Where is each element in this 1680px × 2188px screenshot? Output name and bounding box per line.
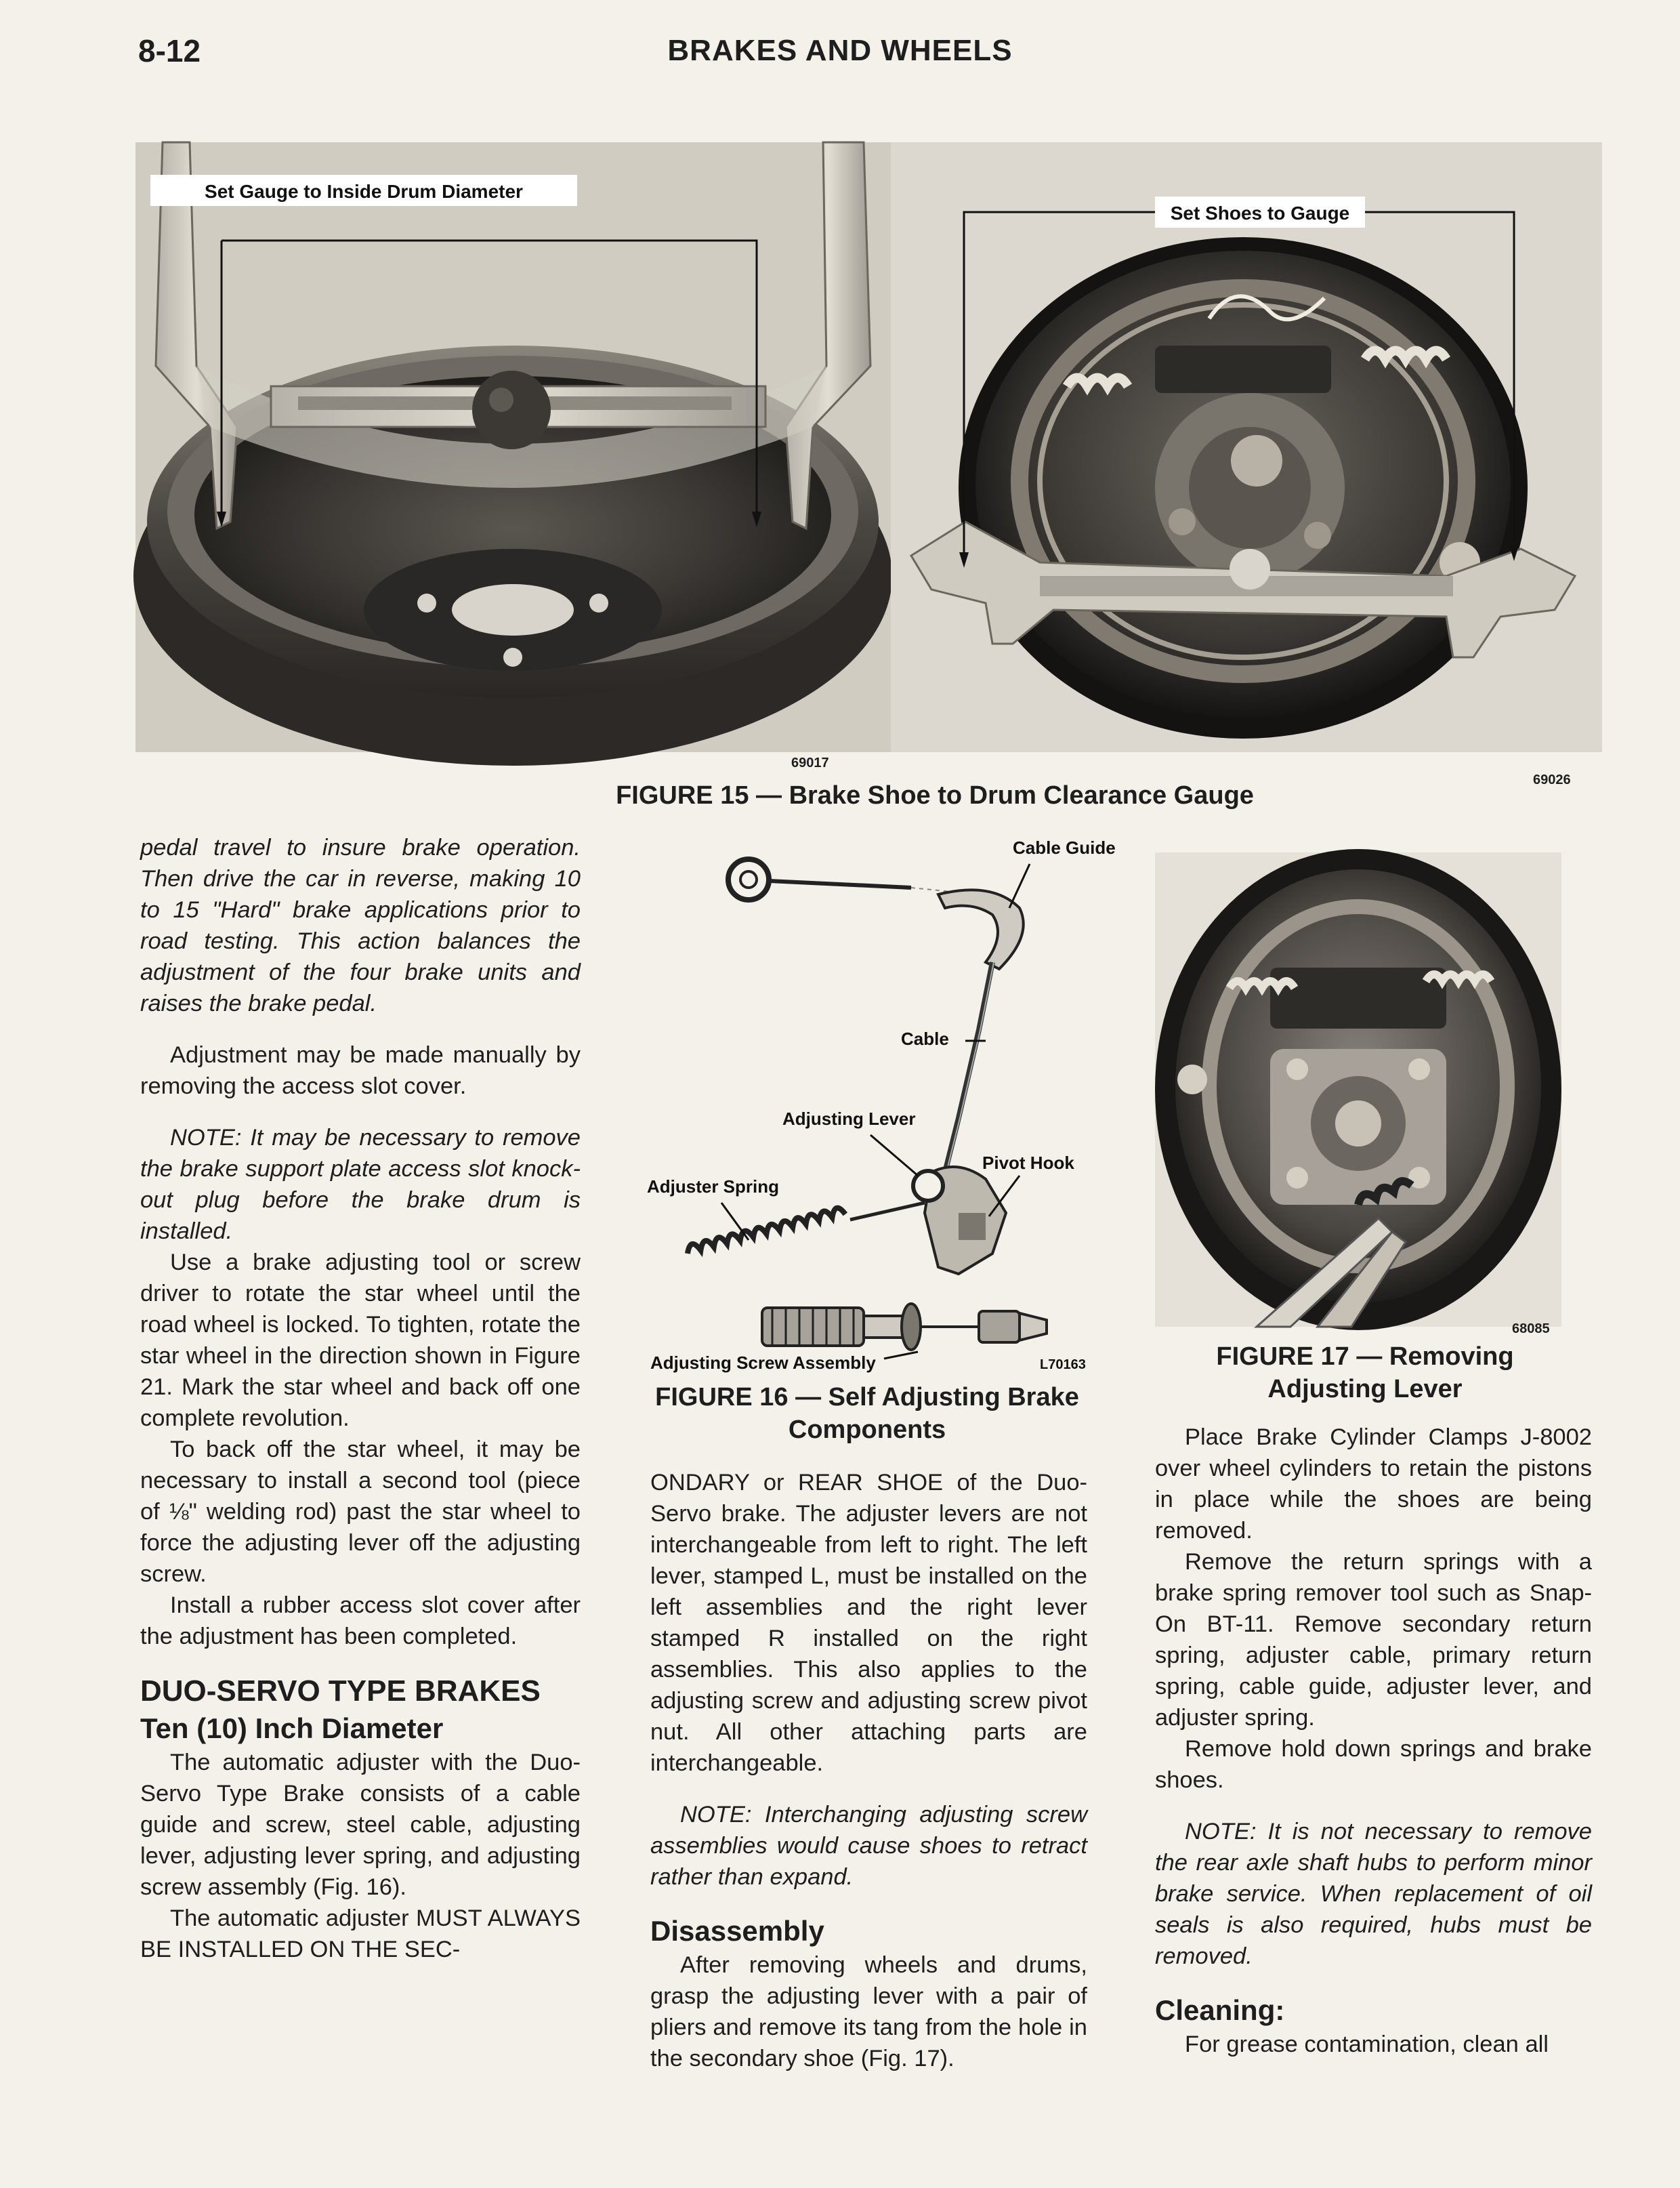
page-number: 8-12 xyxy=(138,33,201,68)
figure-17-photo xyxy=(1155,852,1561,1327)
col2-paragraph-1: ONDARY or REAR SHOE of the Duo-Servo brake. The adjuster levers are not interchangeable from left to right. The left lever, stamped L, must be installed on the left assemblies and the right lever stamped R installed on the right assemblies. This also applies to the adjusting screw and adjusting screw pivot nut. All other attaching parts are interchangeable. xyxy=(650,1470,1087,1776)
column-2 xyxy=(650,1467,1087,2074)
figure-15-right-photo xyxy=(891,142,1602,752)
col1-note: NOTE: It may be necessary to remove the brake support plate access slot knock-out plug before the brake drum is installed. xyxy=(140,1125,581,1244)
figure-16-label-adjusting-screw-assembly: Adjusting Screw Assembly xyxy=(650,1353,876,1373)
figure-16-label-adjuster-spring: Adjuster Spring xyxy=(647,1176,780,1197)
figure-16-diagram xyxy=(640,833,1116,1382)
section-heading-duo-servo: DUO-SERVO TYPE BRAKES xyxy=(140,1674,541,1708)
col1-paragraph-5: Install a rubber access slot cover after the adjustment has been completed. xyxy=(140,1592,581,1649)
col3-paragraph-4: For grease contamination, clean all xyxy=(1185,2031,1549,2057)
col1-paragraph-6: The automatic adjuster with the Duo-Servo Type Brake consists of a cable guide and screw, steel cable, adjusting lever, adjusting lever spring, and adjusting screw assembly (Fig. 16). xyxy=(140,1750,581,1900)
figure-15-right-code: 69026 xyxy=(1533,772,1571,787)
running-head: BRAKES AND WHEELS xyxy=(667,34,1013,67)
subsection-heading-cleaning: Cleaning: xyxy=(1155,1994,1285,2026)
column-1 xyxy=(140,832,581,1965)
figure-17-code: 68085 xyxy=(1512,1321,1550,1336)
col1-paragraph-2: Adjustment may be made manually by removing the access slot cover. xyxy=(140,1042,581,1099)
col1-paragraph-1: pedal travel to insure brake operation. Then drive the car in reverse, making 10 to 15 "Hard" brake applications prior to road testing. This action balances the adjustment of the four brake units and raises the brake pedal. xyxy=(140,835,581,1016)
col1-paragraph-7: The automatic adjuster MUST ALWAYS BE INSTALLED ON THE SEC- xyxy=(140,1905,581,1962)
col3-paragraph-2: Remove the return springs with a brake spring remover tool such as Snap-On BT-11. Remove secondary return spring, adjuster cable, primary return spring, cable guide, adjuster lever, and adjuster spring. xyxy=(1155,1549,1592,1731)
figure-16-label-adjusting-lever: Adjusting Lever xyxy=(782,1109,916,1129)
figure-15-left-label: Set Gauge to Inside Drum Diameter xyxy=(205,181,523,202)
col3-paragraph-3: Remove hold down springs and brake shoes. xyxy=(1155,1736,1592,1793)
col1-paragraph-3: Use a brake adjusting tool or screw driver to rotate the star wheel until the road wheel is locked. To tighten, rotate the star wheel in the direction shown in Figure 21. Mark the star wheel and back off one complete revolution. xyxy=(140,1250,581,1431)
figure-15-caption: FIGURE 15 — Brake Shoe to Drum Clearance Gauge xyxy=(616,781,1254,810)
subsection-heading-ten-inch: Ten (10) Inch Diameter xyxy=(140,1712,444,1744)
figure-15-left-photo xyxy=(135,142,891,752)
figure-16-code: L70163 xyxy=(1040,1357,1086,1372)
col3-note: NOTE: It is not necessary to remove the rear axle shaft hubs to perform minor brake service. When replacement of oil seals is also required, hubs must be removed. xyxy=(1155,1819,1592,1969)
figure-15-right-label: Set Shoes to Gauge xyxy=(1170,203,1350,224)
column-3 xyxy=(1155,1422,1592,2060)
col2-paragraph-2: After removing wheels and drums, grasp the adjusting lever with a pair of pliers and remove its tang from the hole in the secondary shoe (Fig. 17). xyxy=(650,1952,1087,2071)
col1-paragraph-4: To back off the star wheel, it may be necessary to install a second tool (piece of ⅛" welding rod) past the star wheel to force the adjusting lever off the adjusting screw. xyxy=(140,1437,581,1587)
figure-16-label-cable-guide: Cable Guide xyxy=(1013,838,1116,858)
figure-16-label-pivot-hook: Pivot Hook xyxy=(982,1153,1074,1173)
figure-15-left-code: 69017 xyxy=(791,756,829,770)
col3-paragraph-1: Place Brake Cylinder Clamps J-8002 over wheel cylinders to retain the pistons in place while the shoes are being removed. xyxy=(1155,1424,1592,1544)
subsection-heading-disassembly: Disassembly xyxy=(650,1915,824,1947)
figure-17-caption: FIGURE 17 — Removing Adjusting Lever xyxy=(1216,1342,1514,1403)
figure-16-label-cable: Cable xyxy=(901,1029,949,1049)
figure-16-caption: FIGURE 16 — Self Adjusting Brake Components xyxy=(655,1383,1079,1444)
col2-note: NOTE: Interchanging adjusting screw assemblies would cause shoes to retract rather than expand. xyxy=(650,1802,1087,1890)
